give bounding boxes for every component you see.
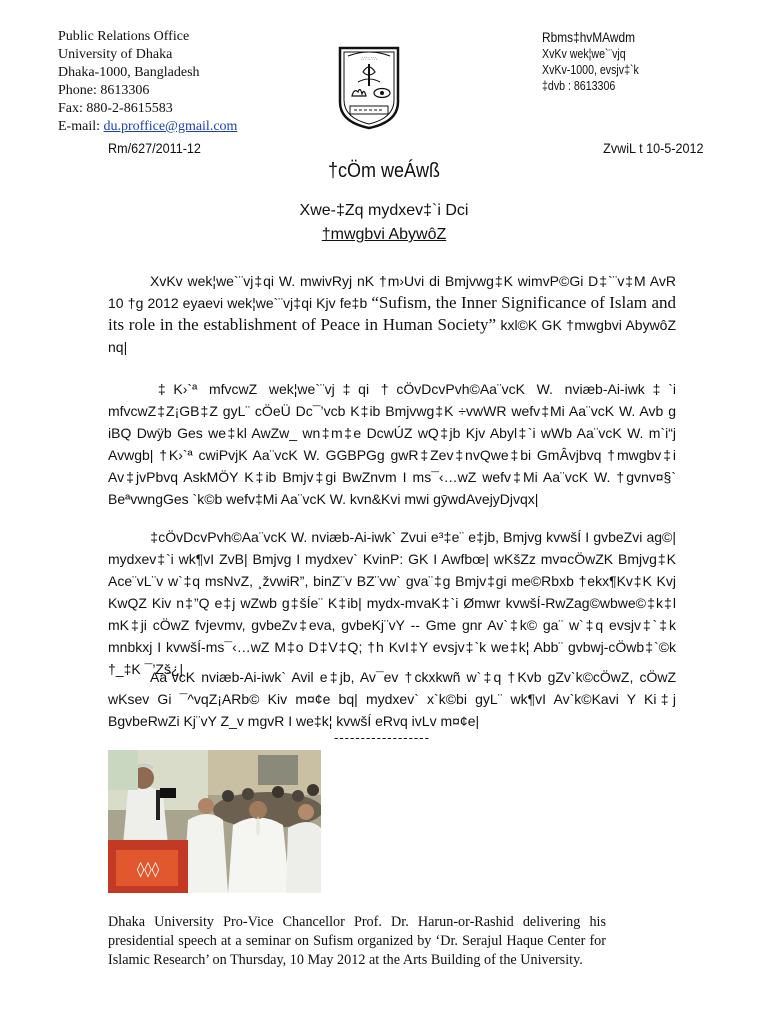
para1-bangla-a: XvKv wek¦we`¨vj‡qi W. mwivRyj nK †m›Uvi di Bmjvwg‡K wimvP©Gi D‡`¨v‡M AvR 10 †g 2012 eyaevi wek¦we`¨vj‡qi Kjv fe‡b — [108, 273, 676, 311]
bn-office-name: Rbms‡hvMAwdm — [542, 29, 636, 45]
press-release-date: ZvwiL t 10-5-2012 — [603, 140, 704, 156]
section-divider: ------------------ — [334, 730, 430, 745]
seminar-title-english: “Sufism, the Inner Significance of Islam and its role in the establishment of Peace in Human Society” — [108, 293, 676, 334]
seminar-photo — [108, 750, 321, 893]
body-paragraph-4 — [108, 666, 676, 732]
photo-caption: Dhaka University Pro-Vice Chancellor Prof. Dr. Harun-or-Rashid delivering his presidential speech at a seminar on Sufism organized by ‘Dr. Serajul Haque Center for Islamic Research’ on Thursday, 10 May 2012 at the Arts Building of the University. — [108, 914, 606, 968]
para1-bangla-b: kxl©K GK †mwgbvi AbywôZ nq| — [108, 317, 677, 355]
university-seal-logo — [336, 42, 402, 130]
office-name: Public Relations Office — [58, 29, 190, 44]
body-paragraph-3 — [108, 526, 676, 680]
para4-text: Aa¨vcK nviæb-Ai-iwk` Avil e‡jb, Av¯ev †ckxkwñ w`‡q †Kvb gZv`k©cÖwZ, cÖwZ wKsev Gi ¯^vqZ¡ARb© Kiv m¤¢e bq| mydxev` x`k©bi gyL¨ wk¶vI Av`k©Kavi Y Ki‡j BgvbeRwZi Kj¨vY Z_v mgvR I we‡k¦ kvwšÍ eRvq ivLv m¤¢e| — [108, 669, 676, 729]
body-paragraph-1 — [108, 270, 676, 358]
para3-text: ‡cÖvDcvPvh©Aa¨vcK W. nviæb-Ai-iwk` Zvui e³‡e¨ e‡jb, Bmjvg kvwšÍ I gvbeZvi ag©| mydxev‡`i wk¶vI ZvB| Bmjvg I mydxev` KvinP: GK I Awfbœ| wKšZz mv¤cÖwZK Bmjvg‡K Ace¨vL¨v w`‡q msNvZ, ¸žvwiR”, binZ¨v BZ¨vw` gva¨‡g Bmjv‡gi me©Rbxb †ekx¶Kv‡K Kvj KwQZ Kiv n‡”Q e‡j wZwb g‡šÍe¨ K‡ib| mydx-mvaK‡`i Ømwr kvwšÍ-RwZag©wbwe©‡k‡l mK‡ji cÖwZ fvjevmv, gvbeZv‡eva, gvbeKj¨vY -- Gme gnr Av`‡k© ga¨ w`‡q evsjv‡`‡k mnbkxj I kvwšÍ-ms¯‹…wZ M‡o D‡V‡Q; †h KvI‡Y evsjv‡`k we‡k¦ Abb¨ gvbwj-cÖwb‡`©k †_‡K ¯’Zš¿| — [108, 529, 676, 677]
email-line — [58, 118, 237, 136]
svg-text:◊◊◊: ◊◊◊ — [136, 860, 160, 878]
bn-university-name: XvKv wek¦we`¨vjq — [542, 47, 626, 61]
email-label: E-mail: — [58, 119, 104, 134]
address-line: Dhaka-1000, Bangladesh — [58, 65, 200, 80]
phone-line: Phone: 8613306 — [58, 83, 150, 98]
body-paragraph-2 — [108, 378, 676, 510]
email-link[interactable]: du.proffice@gmail.com — [103, 119, 238, 134]
bangla-address-block — [542, 28, 639, 94]
fax-line: Fax: 880-2-8615583 — [58, 101, 173, 116]
university-name: University of Dhaka — [58, 47, 173, 62]
bn-phone-line: ‡dvb : 8613306 — [542, 79, 616, 93]
svg-text:∴∵∴∵∴: ∴∵∴∵∴ — [361, 56, 377, 62]
headline-line-1: Xwe-‡Zq mydxev‡`i Dci — [299, 202, 469, 219]
press-release-title: †cÖm weÁwß — [327, 160, 441, 182]
office-address-block — [58, 28, 237, 136]
bn-address-line: XvKv-1000, evsjv‡`k — [542, 63, 639, 77]
headline-line-2-text: †mwgbvi AbywôZ — [321, 226, 447, 243]
reference-number: Rm/627/2011-12 — [108, 140, 201, 156]
para2-text: ‡K›`ª mfvcwZ wek¦we`¨vj‡qi †cÖvDcvPvh©Aa¨vcK W. nviæb-Ai-iwk‡`i mfvcwZ‡Z¡GB‡Z gyL¨ cÖeÜ Dc¯’vcb K‡ib Bmjvwg‡K ÷vwWR wefv‡Mi Aa¨vcK W. Avb g iBQ Dwÿb Ges we‡kl AwZw_ wn‡m‡e DcwÚZ wQ‡jb Kjv Abyl‡`i wWb Aa¨vcK W. m`i“j Avwgb| †K›`ª cwiPvjK Aa¨vcK W. GGBPGg gwR‡Zev‡nvQwe‡bi GmÂvjbvq †mwgbv‡i Av‡jvPbvq AskMÖY K‡ib Bmjv‡gi BwZnvm I ms¯‹…wZ wefv‡Mi Aa¨vcK W. †gvnv¤§` BeªvwngGes `k©b wefv‡Mi Aa¨vcK W. kvn&Kvi mwi gȳwdAvejyDjvqx| — [108, 381, 676, 507]
headline-line-2 — [0, 226, 768, 244]
